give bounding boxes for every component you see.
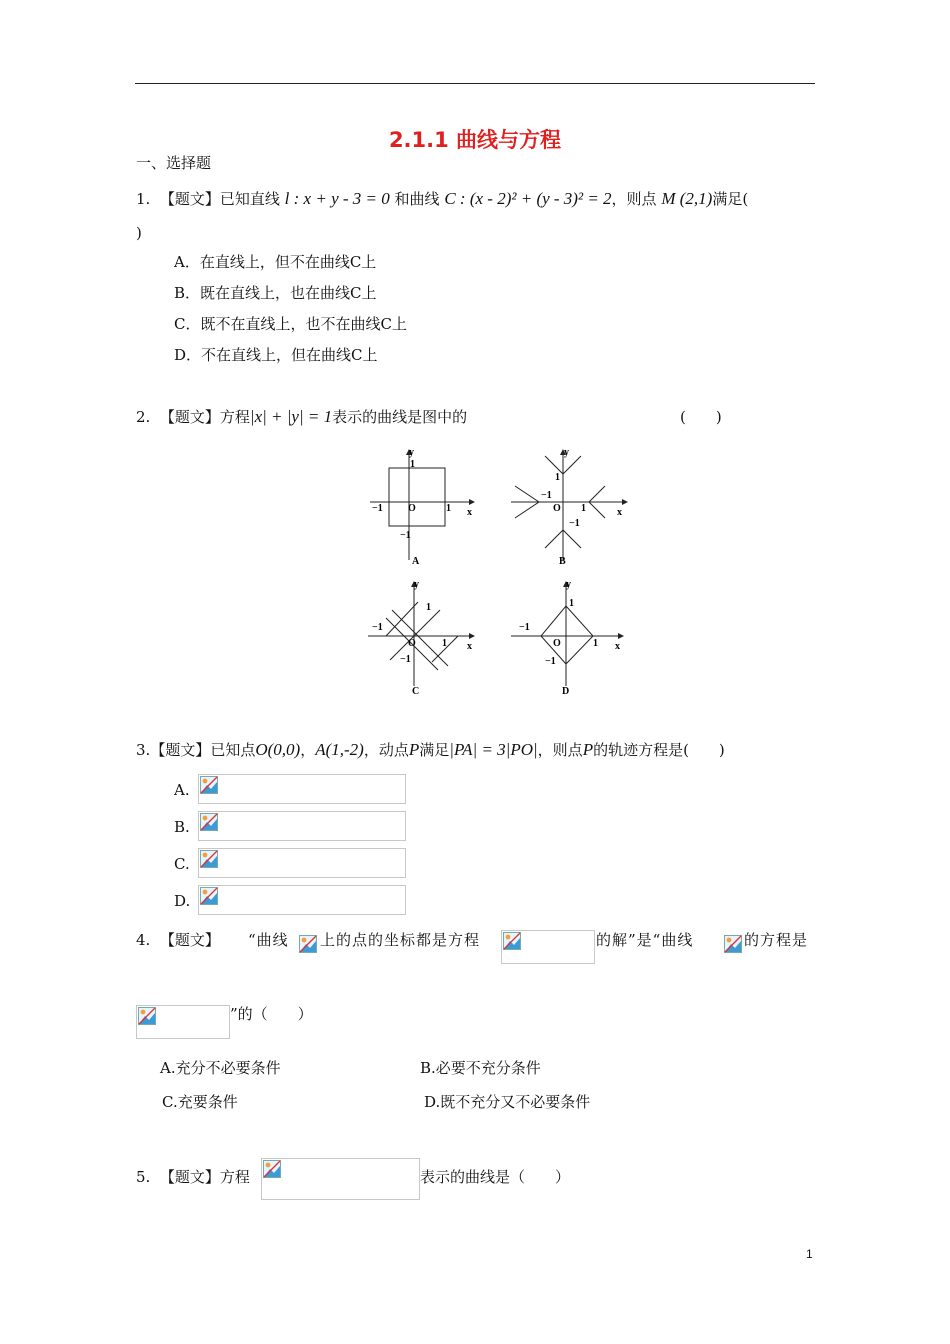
question-3: 3.【题文】已知点O(0,0)，A(1,-2)，动点P满足|PA| = 3|PO|，则点P的轨迹方程是( ) — [136, 740, 725, 759]
curve-equation: C : (x - 2)² + (y - 3)² = 2 — [444, 189, 612, 208]
distance-condition: |PA| = 3|PO| — [449, 740, 538, 759]
figure-d-label: D — [562, 686, 570, 697]
svg-text:y: y — [409, 447, 414, 458]
q4-text-4: 的方程是 — [744, 931, 809, 949]
svg-text:1: 1 — [410, 459, 415, 470]
svg-text:1: 1 — [442, 638, 447, 649]
broken-image-icon — [724, 935, 742, 953]
figure-a — [362, 440, 482, 568]
svg-text:O: O — [408, 638, 416, 649]
figure-a-label: A — [412, 556, 420, 567]
svg-text:O: O — [553, 503, 561, 514]
q1-option-d: D．不在直线上，但在曲线C上 — [174, 346, 378, 364]
q1-option-b: B．既在直线上，也在曲线C上 — [174, 284, 377, 302]
svg-text:O: O — [553, 638, 561, 649]
header-rule — [135, 83, 815, 84]
figure-b — [505, 440, 635, 568]
q5-equation-image — [261, 1158, 420, 1200]
svg-text:1: 1 — [593, 638, 598, 649]
q4-text-2: 上的点的坐标都是方程 — [320, 931, 481, 949]
svg-text:1: 1 — [426, 602, 431, 613]
point-a: A(1,-2) — [315, 740, 364, 759]
page-number: 1 — [806, 1247, 813, 1261]
line-equation: l : x + y - 3 = 0 — [284, 189, 390, 208]
q3-option-a-image — [198, 774, 406, 804]
q3-option-c-image — [198, 848, 406, 878]
abs-equation: |x| + |y| = 1 — [249, 407, 333, 426]
svg-text:−1: −1 — [519, 622, 530, 633]
broken-image-icon — [200, 813, 218, 831]
q3-option-d: D. — [174, 892, 191, 910]
svg-text:1: 1 — [446, 503, 451, 514]
svg-text:x: x — [617, 507, 622, 518]
q4-option-b: B.必要不充分条件 — [420, 1059, 541, 1077]
svg-text:−1: −1 — [372, 503, 383, 514]
svg-text:1: 1 — [581, 503, 586, 514]
q2-answer-paren: ( ) — [680, 408, 722, 426]
q4-equation-image-2 — [136, 1005, 230, 1039]
q4-number: 4. 【题文】 — [136, 931, 220, 949]
svg-text:−1: −1 — [545, 656, 556, 667]
q4-text-1: “曲线 — [248, 931, 289, 949]
broken-image-icon — [299, 935, 317, 953]
q5-text: 表示的曲线是（ ） — [420, 1168, 571, 1186]
svg-text:1: 1 — [555, 472, 560, 483]
svg-text:O: O — [408, 503, 416, 514]
q3-option-b: B. — [174, 818, 190, 836]
q1-option-c: C．既不在直线上，也不在曲线C上 — [174, 315, 407, 333]
svg-text:y: y — [564, 447, 569, 458]
svg-text:x: x — [467, 507, 472, 518]
svg-text:x: x — [615, 641, 620, 652]
section-heading: 一、选择题 — [136, 154, 212, 172]
question-1: 1. 【题文】已知直线 l : x + y - 3 = 0 和曲线 C : (x - 2)² + (y - 3)² = 2，则点 M (2,1)满足( — [136, 189, 749, 208]
page-title: 2.1.1 曲线与方程 — [388, 128, 562, 152]
q4-text-3: 的解”是“曲线 — [596, 931, 694, 949]
q3-option-a: A. — [174, 781, 190, 799]
q4-curve-image-2 — [723, 934, 743, 958]
svg-text:−1: −1 — [400, 530, 411, 541]
point-m: M (2,1) — [661, 189, 713, 208]
svg-text:−1: −1 — [400, 654, 411, 665]
q4-equation-image-1 — [501, 930, 595, 964]
figure-d — [505, 574, 630, 700]
broken-image-icon — [503, 932, 521, 950]
question-2: 2. 【题文】方程|x| + |y| = 1表示的曲线是图中的 — [136, 407, 468, 426]
q4-curve-image-1 — [298, 934, 318, 958]
broken-image-icon — [200, 776, 218, 794]
svg-text:−1: −1 — [372, 622, 383, 633]
broken-image-icon — [200, 850, 218, 868]
figure-c — [362, 574, 482, 700]
broken-image-icon — [263, 1160, 281, 1178]
q4-option-d: D.既不充分又不必要条件 — [424, 1093, 591, 1111]
broken-image-icon — [200, 887, 218, 905]
figure-b-label: B — [559, 556, 566, 567]
q3-option-c: C. — [174, 855, 190, 873]
q3-option-d-image — [198, 885, 406, 915]
q4-option-c: C.充要条件 — [162, 1093, 238, 1111]
q1-close-paren: ) — [136, 224, 142, 242]
svg-text:−1: −1 — [541, 490, 552, 501]
svg-text:1: 1 — [569, 598, 574, 609]
question-5: 5. 【题文】方程 — [136, 1168, 250, 1186]
svg-text:y: y — [414, 579, 419, 590]
svg-text:x: x — [467, 641, 472, 652]
svg-text:−1: −1 — [569, 518, 580, 529]
q4-text-5: ”的（ ） — [230, 1005, 313, 1023]
q3-option-b-image — [198, 811, 406, 841]
broken-image-icon — [138, 1007, 156, 1025]
figure-c-label: C — [412, 686, 420, 697]
q1-option-a: A．在直线上，但不在曲线C上 — [174, 253, 377, 271]
point-o: O(0,0) — [255, 740, 301, 759]
q4-option-a: A.充分不必要条件 — [160, 1059, 281, 1077]
svg-text:y: y — [566, 579, 571, 590]
